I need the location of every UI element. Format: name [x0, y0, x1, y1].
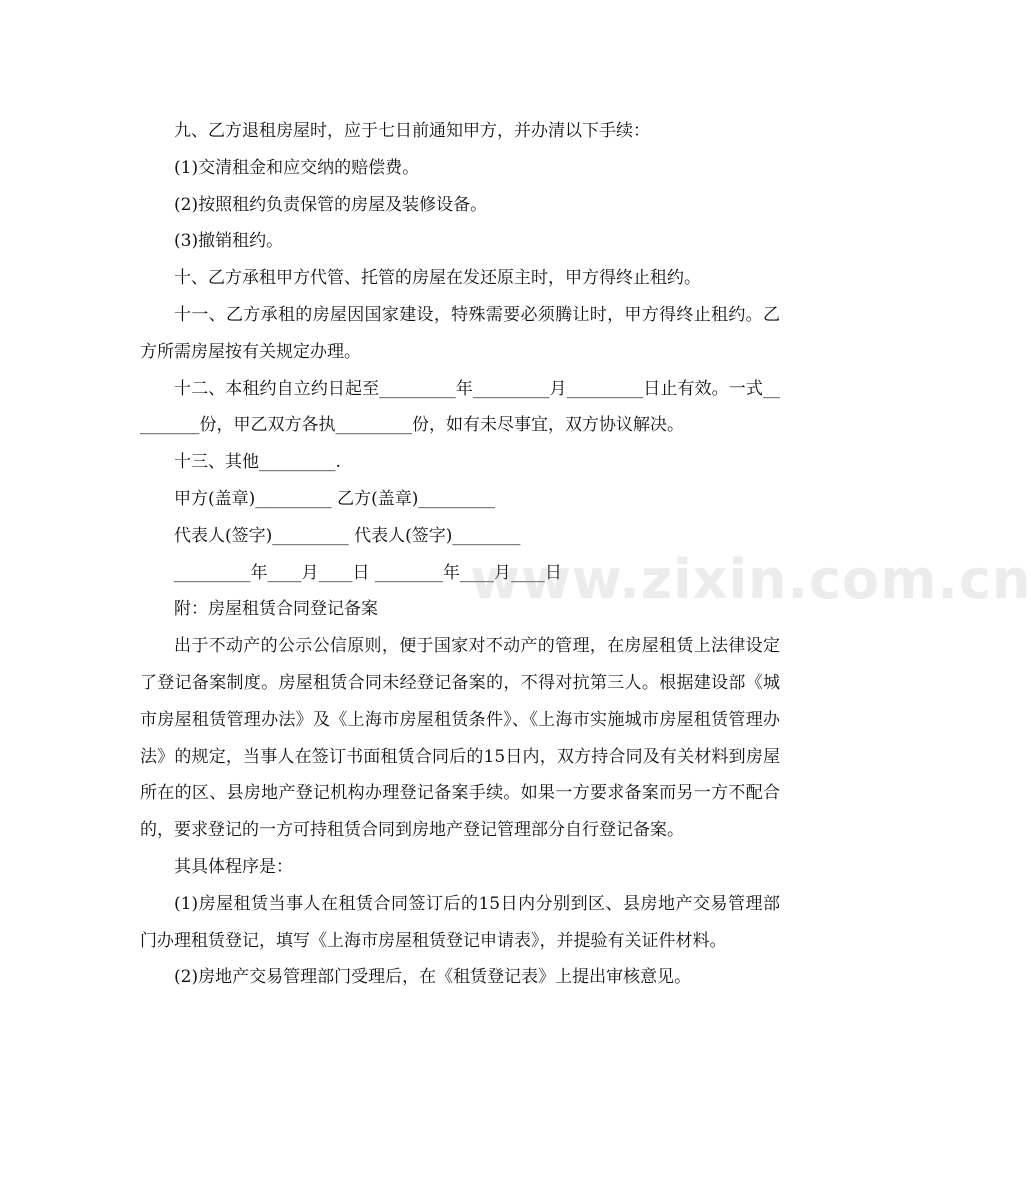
seal-line: 甲方(盖章)_________ 乙方(盖章)_________ — [174, 488, 495, 509]
clause-9-item-2: (2)按照租约负责保管的房屋及装修设备。 — [174, 194, 488, 215]
clause-12: 十二、本租约自立约日起至_________年_________月_________日止有效。一式_________份，甲乙双方各执_________份，如有未尽事宜，双方协议解决。 — [140, 378, 780, 436]
clause-9-item-3: (3)撤销租约。 — [174, 231, 284, 252]
clause-13: 十三、其他_________. — [174, 452, 341, 473]
appendix-title: 附：房屋租赁合同登记备案 — [174, 599, 378, 620]
procedure-step-2: (2)房地产交易管理部门受理后，在《租赁登记表》上提出审核意见。 — [174, 967, 692, 988]
clause-9-item-1: (1)交清租金和应交纳的赔偿费。 — [174, 157, 420, 178]
clause-11: 十一、乙方承租的房屋因国家建设，特殊需要必须腾让时，甲方得终止租约。乙方所需房屋按有关规定办理。 — [140, 304, 780, 362]
signature-line: 代表人(签字)_________ 代表人(签字)________ — [174, 525, 521, 546]
watermark: www.zixin.com.cn — [470, 548, 1031, 611]
procedure-intro: 其具体程序是： — [174, 856, 293, 877]
clause-10: 十、乙方承租甲方代管、托管的房屋在发还原主时，甲方得终止租约。 — [174, 268, 701, 289]
date-line: _________年____月____日 ________年____月____日 — [174, 562, 562, 583]
procedure-step-1: (1)房屋租赁当事人在租赁合同签订后的15日内分别到区、县房地产交易管理部门办理租赁登记，填写《上海市房屋租赁登记申请表》，并提验有关证件材料。 — [140, 893, 780, 951]
appendix-paragraph: 出于不动产的公示公信原则，便于国家对不动产的管理，在房屋租赁上法律设定了登记备案制度。房屋租赁合同未经登记备案的，不得对抗第三人。根据建设部《城市房屋租赁管理办法》及《上海市房屋租赁条件》、《上海市实施城市房屋租赁管理办法》的规定，当事人在签订书面租赁合同后的15日内，双方持合同及有关材料到房屋所在的区、县房地产登记机构办理登记备案手续。如果一方要求备案而另一方不配合的，要求登记的一方可持租赁合同到房地产登记管理部分自行登记备案。 — [140, 636, 780, 841]
clause-9: 九、乙方退租房屋时，应于七日前通知甲方，并办清以下手续： — [174, 121, 650, 141]
